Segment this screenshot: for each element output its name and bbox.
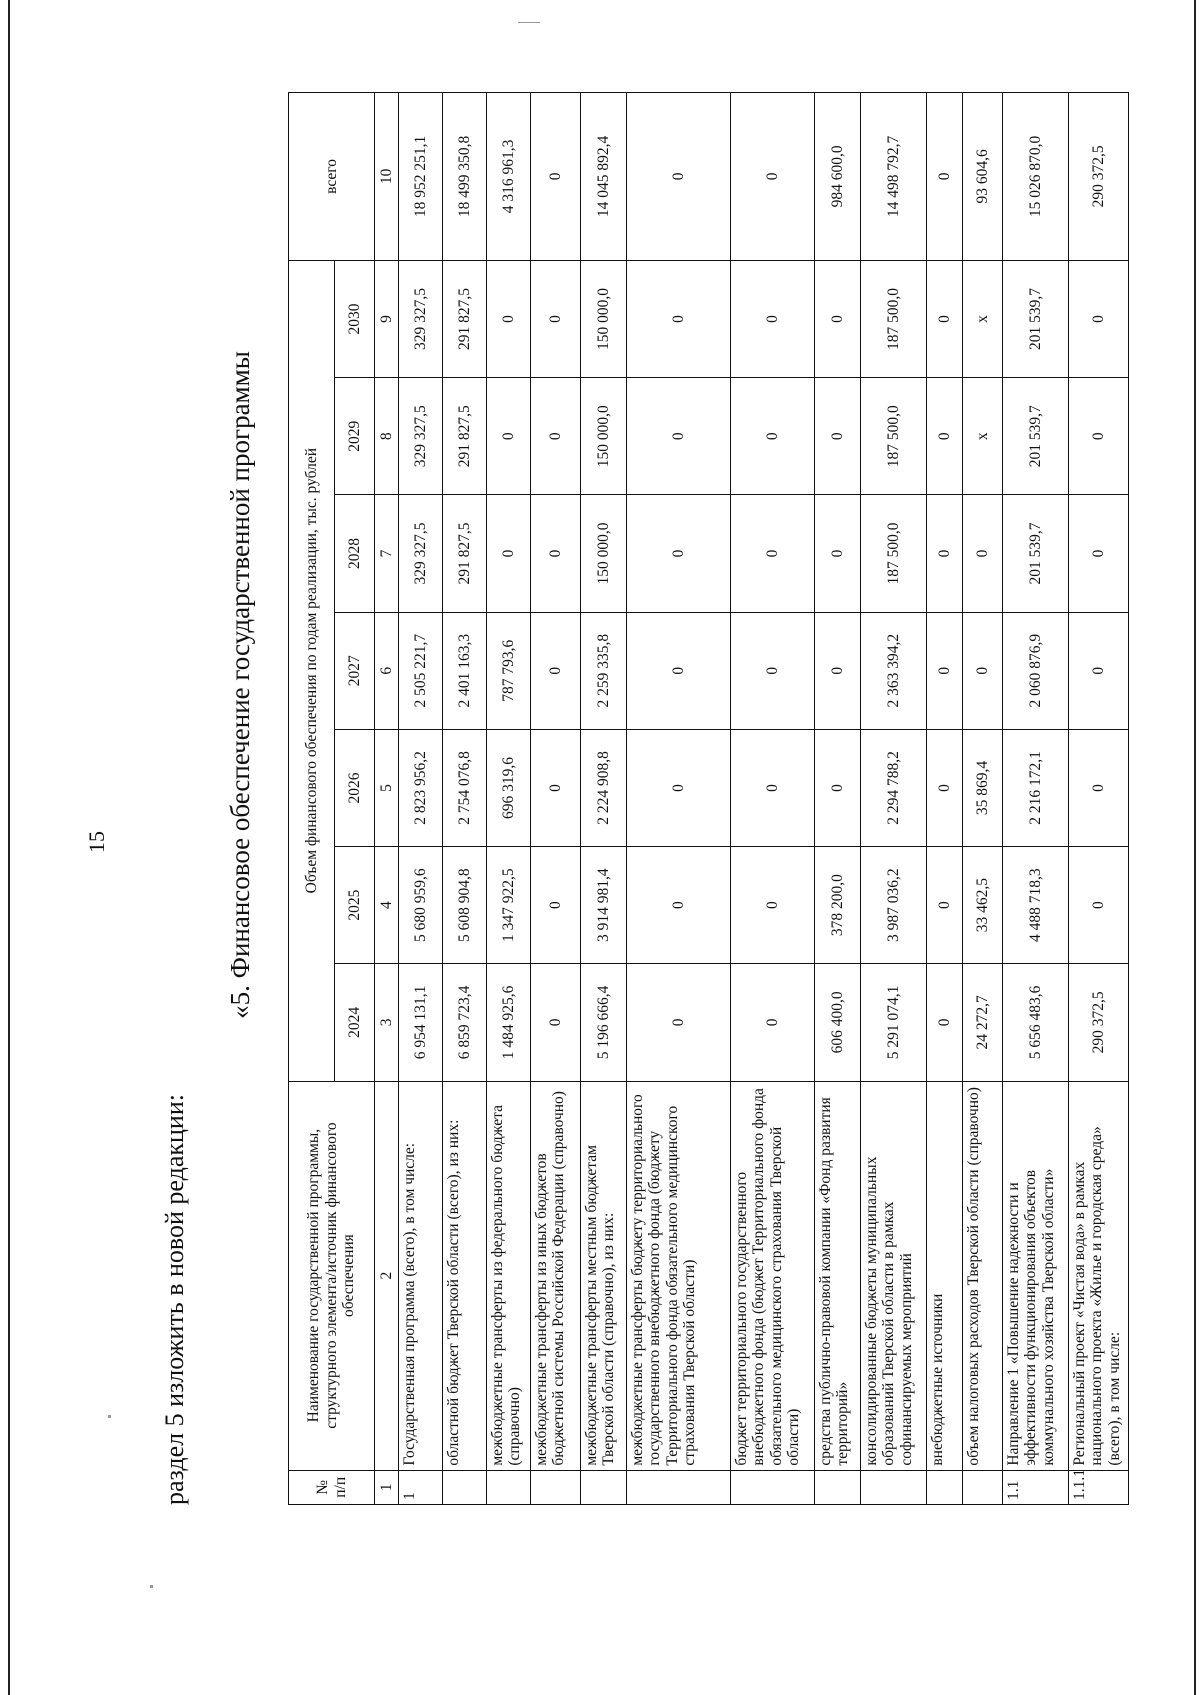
header-total: всего [289,93,375,261]
row-name: внебюджетные источники [927,1081,963,1470]
row-value: 787 793,6 [487,612,531,729]
row-value: 2 754 076,8 [443,729,487,846]
row-number [531,1470,581,1504]
row-value: 0 [731,260,815,377]
row-value: 5 680 959,6 [399,847,443,964]
header-year: 2027 [335,612,375,729]
row-total: 14 498 792,7 [861,93,927,261]
row-value: 0 [731,378,815,495]
row-value: 329 327,5 [399,260,443,377]
row-value: 0 [927,847,963,964]
row-name: областной бюджет Тверской области (всего), из них: [443,1081,487,1470]
row-value: 0 [815,260,861,377]
row-value: 2 823 956,2 [399,729,443,846]
table-row [927,93,963,1505]
row-value: 0 [731,729,815,846]
row-number [487,1470,531,1504]
column-number: 5 [375,729,399,846]
row-value: 201 539,7 [1003,378,1069,495]
row-value: 0 [731,612,815,729]
row-name: межбюджетные трансферты бюджету территориального государственного внебюджетного фонда (бюджету Территориального фонда обязательного медицинского страхования Тверской области) [627,1081,731,1470]
row-value: 24 272,7 [963,964,1003,1081]
table-row [963,93,1003,1505]
row-value: 1 347 922,5 [487,847,531,964]
financing-table [288,92,1129,1505]
table-row [487,93,531,1505]
row-number [927,1470,963,1504]
table-row [861,93,927,1505]
row-value: x [963,260,1003,377]
column-number: 2 [375,1081,399,1470]
row-value: 33 462,5 [963,847,1003,964]
column-number: 9 [375,260,399,377]
column-number: 7 [375,495,399,612]
row-total: 14 045 892,4 [581,93,627,261]
column-number: 4 [375,847,399,964]
row-value: 0 [927,612,963,729]
row-value: 0 [1069,378,1129,495]
row-total: 0 [627,93,731,261]
row-value: 0 [963,495,1003,612]
column-number: 10 [375,93,399,261]
row-value: 2 224 908,8 [581,729,627,846]
row-value: 2 363 394,2 [861,612,927,729]
header-year: 2025 [335,847,375,964]
row-total: 0 [531,93,581,261]
row-value: 35 869,4 [963,729,1003,846]
row-value: 291 827,5 [443,495,487,612]
row-value: 150 000,0 [581,378,627,495]
row-value: 3 987 036,2 [861,847,927,964]
row-value: 150 000,0 [581,260,627,377]
row-value: 0 [927,378,963,495]
row-value: 0 [531,729,581,846]
row-value: 0 [487,378,531,495]
row-value: 0 [627,260,731,377]
row-value: 6 859 723,4 [443,964,487,1081]
header-year: 2028 [335,495,375,612]
intro-text: раздел 5 изложить в новой редакции: [160,1094,189,1505]
table-body [399,93,1129,1505]
header-year: 2026 [335,729,375,846]
row-value: 0 [531,495,581,612]
row-value: 2 294 788,2 [861,729,927,846]
row-value: 4 488 718,3 [1003,847,1069,964]
table-row [815,93,861,1505]
row-value: 0 [927,260,963,377]
row-value: 201 539,7 [1003,495,1069,612]
row-value: 378 200,0 [815,847,861,964]
scan-speck [108,1415,111,1418]
row-value: 0 [1069,495,1129,612]
header-num: № п/п [289,1470,375,1504]
row-value: 2 060 876,9 [1003,612,1069,729]
row-value: 329 327,5 [399,378,443,495]
row-value: x [963,378,1003,495]
row-number: 1.1 [1003,1470,1069,1504]
row-value: 606 400,0 [815,964,861,1081]
row-value: 0 [1069,612,1129,729]
column-number: 6 [375,612,399,729]
row-value: 0 [531,378,581,495]
table-row [627,93,731,1505]
row-value: 150 000,0 [581,495,627,612]
row-name: Государственная программа (всего), в том числе: [399,1081,443,1470]
row-name: Региональный проект «Чистая вода» в рамках национального проекта «Жилье и городская среда» (всего), в том числе: [1069,1081,1129,1470]
row-value: 5 608 904,8 [443,847,487,964]
row-total: 18 952 251,1 [399,93,443,261]
row-value: 201 539,7 [1003,260,1069,377]
row-value: 0 [627,847,731,964]
table-row [1069,93,1129,1505]
row-name: межбюджетные трансферты из федерального бюджета (справочно) [487,1081,531,1470]
row-value: 0 [927,729,963,846]
row-value: 2 216 172,1 [1003,729,1069,846]
row-value: 0 [815,729,861,846]
row-value: 290 372,5 [1069,964,1129,1081]
row-value: 291 827,5 [443,260,487,377]
row-value: 2 401 163,3 [443,612,487,729]
row-value: 187 500,0 [861,378,927,495]
row-value: 0 [731,847,815,964]
section-title: «5. Финансовое обеспечение государственной программы [225,351,255,1019]
row-total: 290 372,5 [1069,93,1129,261]
row-number [581,1470,627,1504]
header-year: 2029 [335,378,375,495]
row-name: объем налоговых расходов Тверской области (справочно) [963,1081,1003,1470]
row-number: 1 [399,1470,443,1504]
row-value: 0 [731,964,815,1081]
row-value: 0 [963,612,1003,729]
table-row [581,93,627,1505]
table-row [731,93,815,1505]
row-value: 0 [815,495,861,612]
row-name: консолидированные бюджеты муниципальных образований Тверской области в рамках софинансируемых мероприятий [861,1081,927,1470]
row-value: 0 [531,260,581,377]
row-value: 0 [627,495,731,612]
row-value: 0 [627,612,731,729]
row-value: 0 [627,729,731,846]
table-row [531,93,581,1505]
row-value: 0 [531,847,581,964]
row-value: 0 [815,378,861,495]
row-value: 696 319,6 [487,729,531,846]
row-number [861,1470,927,1504]
table-row [399,93,443,1505]
row-number [815,1470,861,1504]
row-value: 2 259 335,8 [581,612,627,729]
row-number [731,1470,815,1504]
row-number [443,1470,487,1504]
row-total: 0 [731,93,815,261]
row-value: 1 484 925,6 [487,964,531,1081]
row-value: 5 291 074,1 [861,964,927,1081]
row-name: Направление 1 «Повышение надежности и эффективности функционирования объектов коммунального хозяйства Тверской области» [1003,1081,1069,1470]
row-total: 984 600,0 [815,93,861,261]
row-value: 0 [1069,729,1129,846]
row-value: 0 [815,612,861,729]
row-value: 187 500,0 [861,495,927,612]
row-number [627,1470,731,1504]
row-value: 0 [487,260,531,377]
table-row [443,93,487,1505]
row-total: 0 [927,93,963,261]
header-year: 2024 [335,964,375,1081]
row-total: 15 026 870,0 [1003,93,1069,261]
row-value: 6 954 131,1 [399,964,443,1081]
row-total: 18 499 350,8 [443,93,487,261]
header-volume: Объем финансового обеспечения по годам реализации, тыс. рублей [289,260,335,1081]
row-value: 0 [487,495,531,612]
row-number [963,1470,1003,1504]
row-value: 5 196 666,4 [581,964,627,1081]
row-value: 0 [531,612,581,729]
row-name: межбюджетные трансферты местным бюджетам Тверской области (справочно), из них: [581,1081,627,1470]
row-name: бюджет территориального государственного внебюджетного фонда (бюджет Территориального фонда обязательного медицинского страхования Тверской области) [731,1081,815,1470]
row-value: 291 827,5 [443,378,487,495]
page-number: 15 [84,831,109,853]
row-number: 1.1.1 [1069,1470,1129,1504]
row-value: 3 914 981,4 [581,847,627,964]
row-total: 93 604,6 [963,93,1003,261]
header-name: Наименование государственной программы, структурного элемента/источник финансового обеспечения [289,1081,375,1470]
row-value: 0 [927,495,963,612]
row-value: 329 327,5 [399,495,443,612]
row-value: 0 [1069,847,1129,964]
column-number: 1 [375,1470,399,1504]
column-number: 8 [375,378,399,495]
row-value: 0 [1069,260,1129,377]
column-number: 3 [375,964,399,1081]
table-row [1003,93,1069,1505]
row-value: 2 505 221,7 [399,612,443,729]
row-name: межбюджетные трансферты из иных бюджетов бюджетной системы Российской Федерации (справочно) [531,1081,581,1470]
row-value: 0 [731,495,815,612]
row-value: 5 656 483,6 [1003,964,1069,1081]
row-value: 0 [627,964,731,1081]
row-value: 0 [531,964,581,1081]
row-name: средства публично-правовой компании «Фонд развития территорий» [815,1081,861,1470]
row-value: 0 [927,964,963,1081]
row-value: 0 [627,378,731,495]
scan-line [518,22,540,23]
header-year: 2030 [335,260,375,377]
row-value: 187 500,0 [861,260,927,377]
row-total: 4 316 961,3 [487,93,531,261]
scan-speck [150,1585,153,1588]
